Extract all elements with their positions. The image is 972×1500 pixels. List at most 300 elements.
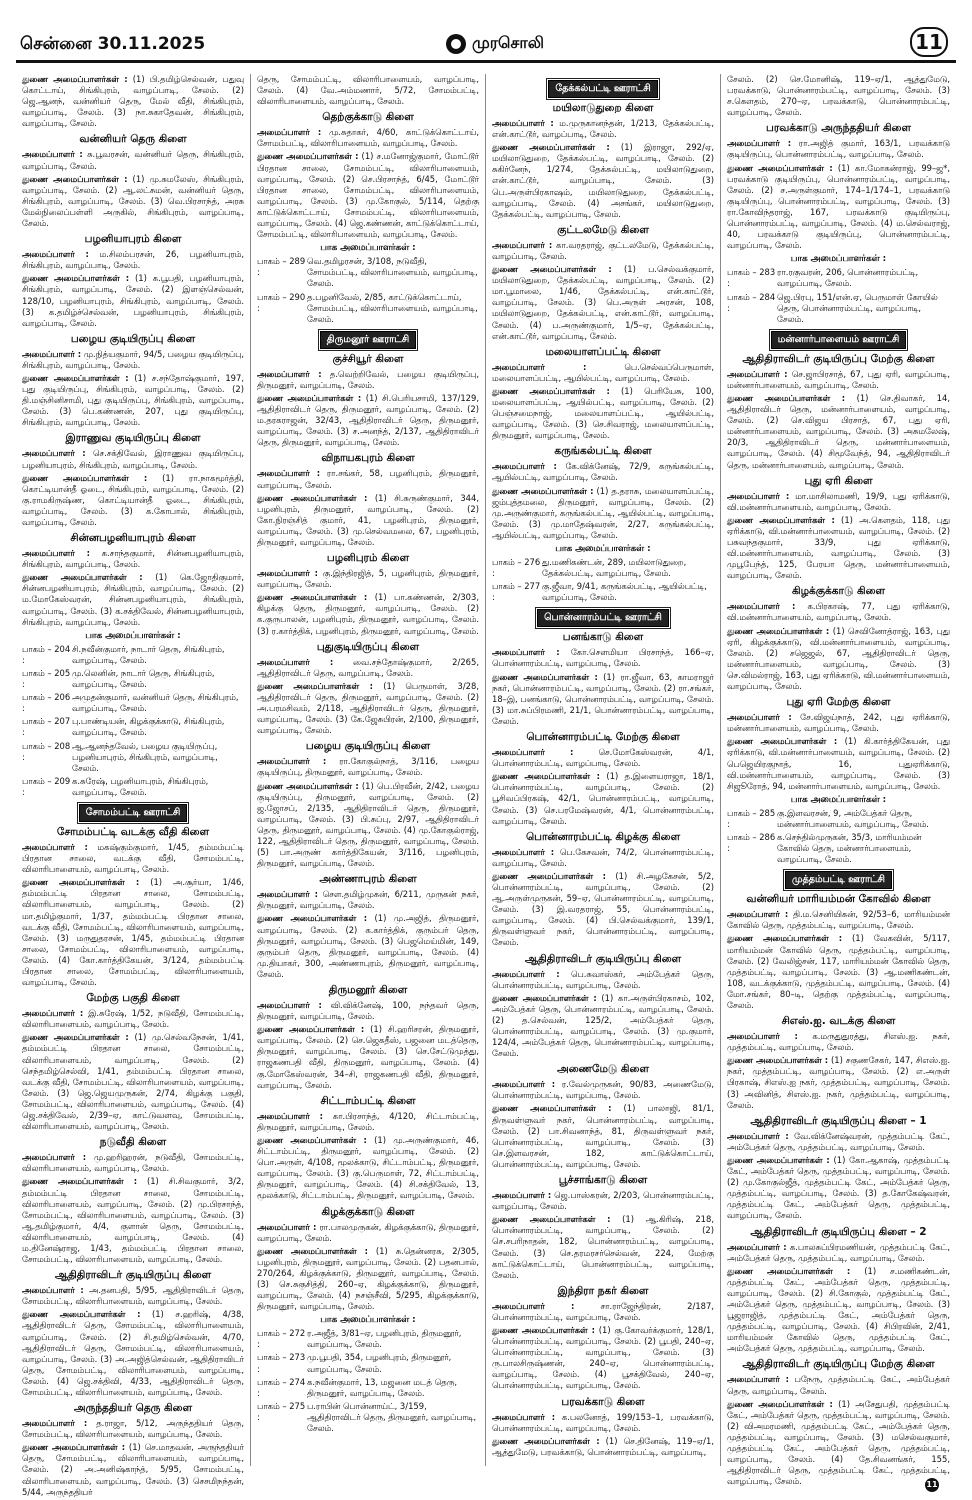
branch-heading: தெற்குக்காடு கிளை [322,111,414,124]
entry-text: இ.சுரேஷ், 1/52, நடுவீதி, சோமம்பட்டி, விலாரிபாளையம், வாழப்பாடி, சேலம். [22,1008,244,1030]
member-entry [22,877,244,988]
role-label: துணை அமைப்பாளர்கள் : [22,1032,129,1043]
member-entry [22,1008,244,1030]
branch-heading: சிட்டாம்பட்டி கிளை [320,1094,416,1107]
member-entry [727,1031,950,1053]
branch-heading: பூச்சாங்காடு கிளை [558,1174,648,1187]
panchayat-heading: சோமம்பட்டி ஊராட்சி [79,804,188,822]
entry-text: (1) இராஜா, 292/ஏ, மயிலாடுதுறை, தேக்கல்பட்டி, வாழப்பாடி, சேலம். (2) சுகிர்னேந், 1/274, தேக்கல்பட்டி, மயிலாடுதுறை, என்.காட்டூர், வாழப்பாடி, சேலம். (3) பெ.அருள்பிரகாஷம், மயிலாடுதுறை, தேக்கல்பட்டி, வாழப்பாடி, சேலம். (4) அசங்கர், மயிலாடுதுறை, தேக்கல்பட்டி, வாழப்பாடி, சேலம். [492,142,715,219]
branch-heading: கருங்கல்பட்டி கிளை [554,445,652,458]
part-label: பாகம் – 206 : [22,692,71,714]
entry-text: ரா.சங்கர், 58, பழனிபுரம், திருமனூர், வாழப்பாடி, சேலம். [257,468,479,490]
member-entry [727,1242,950,1264]
branch-heading: இந்திரா நகர் கிளை [557,1284,649,1297]
role-label: அமைப்பாளர் : [492,647,560,658]
role-label: துணை அமைப்பாளர்கள் : [22,572,143,583]
role-label: அமைப்பாளர் : [727,138,792,149]
branch-heading: பரவக்காடு அருந்ததியர் கிளை [766,122,911,135]
role-label: அமைப்பாளர் : [492,118,554,128]
branch-heading: குட்டலமேடு கிளை [557,223,649,236]
entry-text: மகஷ்கும்குமார், 1/45, தம்மம்பட்டி பிரதான சாலை, வடக்கு வீதி, சோமம்பட்டி, விலாரிபாளையம், வாழப்பாடி, சேலம். [22,841,244,875]
member-entry [257,468,479,490]
section-subheading: பாக அமைப்பாளர்கள் : [320,1315,416,1326]
member-entry [727,163,950,252]
member-entry [22,1032,244,1132]
page-number-badge: 11 [910,27,948,57]
member-entry [257,913,479,980]
member-entry [492,362,714,384]
member-entry [492,386,714,441]
section-subheading: பாக அமைப்பாளர்கள் : [320,243,416,254]
panchayat-heading: முத்தம்பட்டி ஊராட்சி [785,871,892,889]
member-entry [727,1266,950,1355]
member-entry [727,1155,950,1222]
entry-text: (1) க.பூபதி, பழனியாபுரம், சிங்கிபுரம், வாழப்பாடி, சேலம். (2) இளஞ்செல்வன், 128/10, பழனியாபுரம், சிங்கிபுரம், வாழப்பாடி, சேலம். (3) க.தமிழ்ச்செல்வன், பழனியாபுரம், சிங்கிபுரம், வாழப்பாடி, சேலம். [22,273,244,328]
part-text: க.செந்தில்முருகன், 35/3, மாரியம்மன் கோவில் தெரு, மன்னார்பாளையம், வாழப்பாடி, சேலம். [777,831,922,865]
member-entry [22,1176,244,1265]
entry-text: க.பலனோத், 199/153–1, பரவக்காடு, பொன்னாரம்பட்டி, வாழப்பாடி, சேலம். [492,1411,714,1433]
member-entry [492,647,714,669]
member-entry [492,461,714,483]
branch-heading: பொன்னாரம்பட்டி மேற்கு கிளை [526,731,680,744]
part-text: மு.பூபதி, 354, பழனிபுரம், திருமனூர், வாழப்பாடி, சேலம். [307,1352,452,1374]
entry-text: அ.தனபதி, 5/95, ஆதிதிராவிடர் தெரு, சோமம்பட்டி, விலாரிபாளையம், வாழப்பாடி, சேலம். [22,1285,244,1307]
part-entry [22,644,244,666]
panchayat-heading: தேக்கல்பட்டி ஊராட்சி [548,80,657,98]
entry-text: தெரு, சோமம்பட்டி, விலாரிபாளையம், வாழப்பாடி, சேலம். (4) வே.அம்மணார், 5/72, சோமம்பட்டி, விலாரிபாளையம், வாழப்பாடி, சேலம். [257,74,479,107]
member-entry [492,240,714,262]
member-entry [492,1301,714,1323]
branch-heading: அண்ணாபுரம் கிளை [319,873,417,886]
entry-text: (1) சி.அழகேசன், 5/2, பொன்னாரம்பட்டி, வாழப்பாடி, சேலம். (2) ஆ.அருள்முருகன், 59–ஏ, பொன்னாரம்பட்டி, வாழப்பாடி, சேலம். (3) இ.வரதராஜ், 55, பொன்னாரம்பட்டி, வாழப்பாடி, சேலம். (4) பி.செல்வக்குமார், 139/1, திருவள்ளுவர் நகர், பொன்னாரம்பட்டி, வாழப்பாடி, சேலம். [492,870,714,948]
column-4 [721,74,956,1487]
role-label: அமைப்பாளர் : [22,149,83,160]
role-label: துணை அமைப்பாளர்கள் : [727,1055,829,1066]
role-label: துணை அமைப்பாளர்கள் : [727,162,833,173]
entry-text: (1) பெருமாள், 3/28, ஆதிதிராவிடர் தெரு, திருமனூர், வாழப்பாடி, சேலம். (2) அ.பரமசிவம், 2/118, ஆதிதிராவிடர் தெரு, திருமனூர், வாழப்பாடி, சேலம். (3) கே.ஜேசுபிரன், 2/100, திருமனூர், வாழப்பாடி, சேலம். [257,680,479,736]
entry-text: (1) சி.சுருண்குமார், 344, பழனிபுரம், திருமனூர், வாழப்பாடி, சேலம். (2) கோ.நிரஞ்சித் குமார், 41, பழனிபுரம், திருமனூர், வாழப்பாடி, சேலம். (3) மு.செல்வமலை, 67, பழனிபுரம், திருமனூர், வாழப்பாடி, சேலம். [257,492,479,547]
member-entry [22,149,244,171]
entry-text: கோ.செளமியா பிரசாந்த், 166–ஏ, பொன்னாரம்பட்டி, வாழப்பாடி, சேலம். [492,647,714,669]
entry-text: ம.முருகானந்தன், 1/213, தேக்கல்பட்டி, என்.காட்டூர், வாழப்பாடி, சேலம். [492,118,714,140]
part-label: பாகம் – 283 : [727,267,776,289]
part-label: பாகம் – 274 : [257,1376,306,1398]
part-label: பாகம் – 276 : [492,557,541,579]
role-label: துணை அமைப்பாளர்கள் : [727,392,846,403]
entry-text: கே.விக்னேஷ், 72/9, கருங்கல்பட்டி, ஆயில்பட்டி, வாழப்பாடி, சேலம். [492,461,714,483]
role-label: அமைப்பாளர் : [22,348,82,359]
role-label: துணை அமைப்பாளர்கள் : [492,671,598,682]
member-entry [257,127,479,149]
entry-text: த.வெற்றிவேல், பழைய குடியிருப்பு, திருமனூர், வாழப்பாடி, சேலம். [257,368,480,390]
role-label: துணை அமைப்பாளர்கள் : [727,736,838,747]
part-entry [257,1352,479,1374]
part-label: பாகம் – 208 : [22,740,71,762]
part-entry [727,808,950,830]
member-entry [257,1135,479,1202]
member-entry [727,1399,950,1488]
entry-text: வே.விக்னேஷ்வரன், முத்தம்பட்டி கேட், அம்பேத்கர் தெரு, முத்தம்பட்டி, வாழப்பாடி, சேலம். [727,1130,950,1152]
role-label: அமைப்பாளர் : [492,1190,552,1201]
part-entry [22,692,244,714]
entry-text: வை.சந்தோஷ்குமார், 2/265, ஆதிதிராவிடர் தெரு, வாழப்பாடி, சேலம். [257,656,479,678]
role-label: அமைப்பாளர் : [727,1031,798,1042]
member-entry [492,118,714,140]
entry-text: பெ.கேசவன், 74/2, பொன்னாரம்பட்டி, வாழப்பாடி, சேலம். [492,846,714,868]
member-entry [492,969,714,991]
role-label: அமைப்பாளர் : [727,368,788,379]
role-label: துணை அமைப்பாளர்கள் : [492,485,594,496]
role-label: துணை அமைப்பாளர்கள் : [257,492,368,503]
entry-text: (1) சகுணசேகர், 147, சிஎஸ்.ஐ. நகர், முத்தம்பட்டி, வாழப்பாடி, சேலம். (2) எ.அருள் பிரகாஷ், சிஎஸ்.ஐ நகர், முத்தம்பட்டி, வாழப்பாடி, சேலம். (3) அவினித், சிஎஸ்.ஐ. நகர், முத்தம்பட்டி, வாழப்பாடி, சேலம். [727,1055,950,1110]
member-entry [727,909,950,931]
member-entry [727,601,950,623]
branch-heading: வன்னியர் தெரு கிளை [79,133,187,146]
member-entry [492,1412,714,1434]
branch-heading: மேற்கு பகுதி கிளை [86,992,180,1005]
section-subheading: பாக அமைப்பாளர்கள் : [555,544,651,554]
role-label: அமைப்பாளர் : [22,548,90,559]
role-label: துணை அமைப்பாளர்கள் : [22,877,140,888]
role-label: துணை அமைப்பாளர்கள் : [492,385,610,396]
member-entry [257,151,479,240]
member-entry [492,142,714,220]
entry-text: (1) கு.கோவர்க்குமார், 128/1, பொன்னாரம்பட்டி, வாழப்பாடி, சேலம். (2) பூபதி, 240–ஏ, பொன்னாரம்பட்டி, வாழப்பாடி, சேலம். (3) ரு.பாலசிருஷ்ணன், 240–ஏ, பொன்னாரம்பட்டி, வாழப்பாடி, சேலம். (4) பூசக்திவேல், 240–ஏ, பொன்னாரம்பட்டி, வாழப்பாடி, சேலம். [492,1324,714,1391]
role-label: துணை அமைப்பாளர்கள் : [22,1442,126,1453]
role-label: துணை அமைப்பாளர்கள் : [492,771,601,782]
member-entry [727,491,950,513]
entry-text: (1) மு.அருண்குமார், 46, சிட்டாம்பட்டி, திருமனூர், வாழப்பாடி, சேலம். (2) பொ.அருள், 4/108, மூலக்காடு, சிட்டாம்பட்டி, திருமனூர், வாழப்பாடி, சேலம். (3) கு.பெருமாள், 72, சிட்டாம்பட்டி, திருமனூர், வாழப்பாடி, சேலம். (4) சி.சக்திவேல், 13, மூலக்காடு, சிட்டாம்பட்டி, திருமனூர், வாழப்பாடி, சேலம். [257,1134,479,1201]
branch-heading: பழனியாபுரம் கிளை [84,233,182,246]
section-subheading: பாக அமைப்பாளர்கள் : [85,630,181,641]
member-entry [22,273,244,328]
part-text: ப.ராபின் பொன்னாய்ட், 3/159, ஆதிதிராவிடர் தெரு, திருமனூர், வாழப்பாடி, சேலம். [307,1400,477,1433]
member-entry [727,712,950,734]
role-label: அமைப்பாளர் : [727,1374,789,1385]
entry-text: (1) ச.மனோஜ்குமார், மோட்டூர் பிரதான சாலை, சோமம்பட்டி, விலாரிபாளையம், வாழப்பாடி, சேலம். (2) செ.பிரசாந்த், 6/45, மோட்டூர் பிரதான சாலை, சோமம்பட்டி, விலாரிபாளையம், வாழப்பாடி, சேலம். (3) மு.கோகுல், 5/114, தெற்கு காட்டுக்கொட்டாய், சோமம்பட்டி, விலாரிபாளையம், வாழப்பாடி, சேலம். (4) ஜெ.கண்ணன், காட்டுக்கொட்டாய், சோமம்பட்டி, விலாரிபாளையம், வாழப்பாடி, சேலம். [257,151,479,240]
role-label: அமைப்பாளர் : [257,1110,324,1121]
entry-text: கா.பிரசாந்த், 4/120, சிட்டாம்பட்டி, திருமனூர், வாழப்பாடி, சேலம். [257,1110,479,1132]
member-entry [727,1131,950,1153]
branch-heading: பழனிபுரம் கிளை [326,552,410,565]
member-entry [492,871,714,949]
part-text: த.பழனிவேல், 2/85, காட்டுக்கொட்டாய், சோமம்பட்டி, விலாரிபாளையம், வாழப்பாடி, சேலம். [307,291,478,324]
column-2 [251,74,486,1466]
entry-text: மு.சுதாகர், 4/60, காட்டுக்கொட்டாய், சோமம்பட்டி, விலாரிபாளையம், வாழப்பாடி, சேலம். [257,127,479,149]
member-entry [257,1111,479,1133]
part-entry [257,1377,479,1399]
entry-text: (1) சி.சிவகுமார், 3/2, தம்மம்பட்டி பிரதான சாலை, சோமம்பட்டி, விலாரிபாளையம், வாழப்பாடி, சேலம். (2) மு.பிரசாந்த், சோமம்பட்டி, விலாரிபாளையம், வாழப்பாடி, சேலம். (3) ஆ.தமிழ்குமார், 4/4, குளான் தெரு, சோமம்பட்டி, விலாரிபாளையம், வாழப்பாடி, சேலம். (4) ம.தினேஷ்ராஜ, 1/43, தம்மம்பட்டி பிரதான சாலை, சோமம்பட்டி, விலாரிபாளையம், வாழப்பாடி, சேலம். [22,1176,244,1265]
part-label: பாகம் – 284 : [727,291,776,313]
member-entry [727,393,950,471]
member-entry [22,842,244,875]
member-entry [22,249,244,271]
member-entry [257,393,479,448]
entry-text: சா.ராஜேந்திரன், 2/187, பொன்னாரம்பட்டி, வாழப்பாடி, சேலம். [492,1300,714,1322]
part-text: து.மணிகண்டன், 289, மயிலாடுதுறை, தேக்கல்பட்டி, வாழப்பாடி, சேலம். [542,557,687,579]
member-entry [257,568,479,590]
member-entry [492,1103,714,1170]
role-label: அமைப்பாளர் : [22,448,86,459]
role-label: அமைப்பாளர் : [727,1241,787,1252]
member-entry [492,847,714,869]
article-columns [16,74,956,1497]
member-entry [22,373,244,428]
member-entry [257,781,479,870]
entry-text: (1) மு.சுமலேஸ், சிங்கிபுரம், வாழப்பாடி, சேலம். (2) ஆ.லட்சுமன், வன்னியர் தெரு, சிங்கிபுரம், வாழப்பாடி, சேலம். (3) வெ.பிரசாந்த், அரசு மேல்நிலைப்பள்ளி அருகில், சிங்கிபுரம், வாழப்பாடி, சேலம். [22,173,244,229]
branch-heading: மலையாளப்பட்டி கிளை [545,345,661,358]
part-text: ரா.ரகுவரன், 206, பொன்னாரம்பட்டி, வாழப்பாடி, சேலம். [777,267,919,289]
role-label: துணை அமைப்பாளர்கள் : [727,933,843,944]
branch-heading: சோமம்பட்டி வடக்கு வீதி கிளை [56,825,210,838]
role-label: அமைப்பாளர் : [492,968,560,979]
branch-heading: சின்னபழனியாபுரம் கிளை [70,532,196,545]
role-label: துணை அமைப்பாளர்கள் : [22,1309,141,1320]
entry-text: (1) செ.தினேஷ், 119–ஏ/1, ஆத்துமேடு, பரவக்காடு, பொன்னாரம்பட்டி, வாழப்பாடி, [492,1435,714,1457]
entry-text: த.ராஜா, 5/12, அருந்ததியர் தெரு, சோமம்பட்டி, விலாரிபாளையம், வாழப்பாடி, சேலம். [22,1418,244,1440]
member-entry [727,933,950,1011]
member-entry [22,74,244,129]
role-label: துணை அமைப்பாளர்கள் : [492,264,612,275]
entry-text: (1) செ.மாதவன், அருந்ததியர் தெரு, சோமம்பட்டி, விலாரிபாளையம், வாழப்பாடி, சேலம். (2) அ.அனிஷ்காந்த், 5/95, சோமம்பட்டி, விலாரிபாளையம், வாழப்பாடி, சேலம். (3) செசமிநந்தன், 5/44, அருந்ததியர் [22,1442,244,1497]
member-entry [727,1055,950,1110]
entry-text: பநேரு, முத்தம்பட்டி கேட், அம்பேத்கர் தெரு, வாழப்பாடி, சேலம். [727,1374,950,1396]
role-label: துணை அமைப்பாளர்கள் : [492,1324,595,1335]
part-entry [22,668,244,690]
role-label: அமைப்பாளர் : [727,1130,789,1141]
branch-heading: நடுவீதி கிளை [99,1136,167,1149]
entry-text: மு.நித்யகுமார், 94/5, பழைய குடியிருப்பு, சிங்கிபுரம், வாழப்பாடி, சேலம். [22,348,244,370]
role-label: துணை அமைப்பாளர்கள் : [727,1398,833,1409]
member-entry [257,592,479,636]
branch-heading: ஆதிதிராவிடர் குடியிருப்பு மேற்கு கிளை [742,352,935,365]
branch-heading: இராணுவ குடியிருப்பு கிளை [65,432,201,445]
entry-text: ர.வேல்முருகன், 90/83, அணைமேடு, பொன்னாரம்பட்டி, வாழப்பாடி, சேலம். [492,1079,714,1101]
entry-text: (1) சி.ஹரிசரன், திருமனூர், வாழப்பாடி, சேலம். (2) செ.ஜெகதீஸ், பஜனை மடத்தெரு, திருமனூர், வாழப்பாடி, சேலம். (3) செ.சேட்டுமுத்து, ராஜகணபதி வீதி, திருமனூர், வாழப்பாடி, சேலம். (4) கு.மோகேஸ்வரன், 34–சி, ராஜகணபதி வீதி, திருமனூர், வாழப்பாடி, சேலம். [257,1024,479,1090]
entry-text: ரா.அஜித் குமார், 163/1, பரவக்காடு குடியிருப்பு, பொன்னாரம்பட்டி, வாழப்பாடி, சேலம். [727,138,950,160]
role-label: துணை அமைப்பாளர்கள் : [22,372,129,383]
role-label: துணை அமைப்பாளர்கள் : [257,1245,369,1256]
role-label: அமைப்பாளர் : [22,1008,84,1019]
part-text: க.சுரேஷ், பழனியாபுரம், சிங்கிபுரம், வாழப்பாடி, சேலம். [72,775,209,797]
entry-text: சேலம். (2) செ.மோனிஷ், 119–ஏ/1, ஆத்துமேடு, பரவக்காடு, பொன்னாரம்பட்டி, வாழப்பாடி, சேலம். (3) ச.கௌதம், 270–ஏ, பரவக்காடு, பொன்னாரம்பட்டி, வாழப்பாடி, சேலம். [727,74,950,118]
role-label: துணை அமைப்பாளர்கள் : [492,1435,600,1446]
part-entry [727,292,950,325]
member-entry [492,672,714,727]
part-label: பாகம் – 289 : [257,256,306,278]
member-entry [492,264,714,342]
branch-heading: கிழக்குக்காடு கிளை [792,585,885,598]
part-label: பாகம் – 207 : [22,716,71,738]
entry-text: செள.தமிழ்முகன், 6/211, முருகன் நகர், திருமனூர், வாழப்பாடி, சேலம். [257,889,479,911]
member-entry [727,74,950,118]
branch-heading: வன்னியர் மாரியம்மன் கோவில் கிளை [746,893,931,906]
role-label: துணை அமைப்பாளர்கள் : [22,74,128,84]
part-text: மு.லெனின், நாடார் தெரு, சிங்கிபுரம், வாழப்பாடி, சேலம். [72,667,215,690]
member-entry [492,1214,714,1281]
role-label: அமைப்பாளர் : [492,747,574,758]
member-entry [257,681,479,736]
part-entry [492,581,714,603]
member-entry [727,626,950,693]
part-entry [257,1328,479,1350]
member-entry [257,1246,479,1313]
entry-text: க.மருதுதுரத்து, சிஎஸ்.ஐ. நகர், முத்தம்பட்டி, வாழப்பாடி, சேலம். [727,1031,950,1053]
member-entry [492,993,714,1060]
part-entry [727,267,950,289]
branch-heading: ஆதிதிராவிடர் குடியிருப்பு கிளை – 1 [750,1114,927,1127]
member-entry [257,74,479,107]
branch-heading: மயிலாடுதுறை கிளை [552,102,654,114]
part-entry [727,832,950,865]
role-label: அமைப்பாளர் : [727,601,796,612]
panchayat-heading: திருமனூர் ஊராட்சி [320,331,416,349]
member-entry [22,174,244,229]
role-label: அமைப்பாளர் : [492,239,553,250]
role-label: அமைப்பாளர் : [257,756,327,767]
role-label: அமைப்பாளர் : [257,468,321,479]
role-label: அமைப்பாளர் : [257,889,319,900]
entry-text: (1) ச.ஹரிஷ், 4/38, ஆதிதிராவிடர் தெரு, சோமம்பட்டி, விலாரிபாளையம், வாழப்பாடி, சேலம். (2) சி.தமிழ்செல்வன், 4/70, ஆதிதிராவிடர் தெரு, சோமம்பட்டி, விலாரிபாளையம், வாழப்பாடி, சேலம். (3) அ.அஜித்செல்வன், ஆதிதிராவிடர் தெரு, சோமம்பட்டி, விலாரிபாளையம், வாழப்பாடி, சேலம். (4) ஜெ.சக்திவி, 4/33, ஆதிதிராவிடர் தெரு, சோமம்பட்டி, விலாரிபாளையம், வாழப்பாடி, சேலம். [22,1309,244,1397]
part-text: கு.இளவரசன், 9, அம்பேத்கர் தெரு, மன்னார்பாளையம், வாழப்பாடி, சேலம். [777,807,929,829]
member-entry [257,369,479,391]
part-label: பாகம் – 285 : [727,807,776,829]
member-entry [257,1000,479,1022]
branch-heading: புது ஏரி கிளை [804,474,873,487]
entry-text: தி.ம.செனியிகன், 92/53–6, மாரியம்மன் கோவில் தெரு, முத்தம்பட்டி, வாழப்பாடி, சேலம். [727,909,950,931]
part-entry [22,716,244,738]
part-text: ர.அஜீத், 3/81–ஏ, பழனிபுரம், திருமனூர், வாழப்பாடி, சேலம். [307,1328,462,1350]
entry-text: க.பாலசுப்பிரமணியன், முத்தம்பட்டி கேட், அம்பேத்கர் தெரு, முத்தம்பட்டி, வாழப்பாடி, சேலம். [727,1241,950,1263]
part-label: பாகம் – 205 : [22,667,71,690]
member-entry [22,349,244,371]
branch-heading: சிஎஸ்.ஐ. வடக்கு கிளை [781,1015,896,1028]
entry-text: (1) மு.அஜித், திருமனூர், வாழப்பாடி, சேலம். (2) க.கார்த்திக், குரும்பர் தெரு, திருமனூர், வாழப்பாடி, சேலம். (3) பெஜமெய்மின், 149, குரும்பர் தெரு, திருமனூர், வாழப்பாடி, சேலம். (4) மு.தியாகர், 300, அண்ணாபுரம், திருமனூர், வாழப்பாடி, சேலம். [257,913,480,979]
entry-text: (1) கி.கார்த்திகேயன், புது ஏரிக்காடு, வி.மன்னார்பாளையம், வாழப்பாடி, சேலம். (2) பெஜெயிரகுநாத், 16, புதுஏரிக்காடு, வி.மன்னார்பாளையம், வாழப்பாடி, சேலம். (3) சிஜூரோத், 94, மன்னார்பாளையம், வாழப்பாடி, சேலம். [727,736,951,791]
entry-text: மு.ஹரிஹரன், நடுவீதி, சோமம்பட்டி, விலாரிபாளையம், வாழப்பாடி, சேலம். [22,1152,244,1174]
member-entry [22,1309,244,1398]
role-label: அமைப்பாளர் : [22,1418,88,1429]
page-header [0,0,972,64]
role-label: துணை அமைப்பாளர்கள் : [22,472,148,483]
branch-heading: பரவக்காடு கிளை [561,1395,645,1408]
role-label: அமைப்பாளர் : [492,461,557,472]
entry-text: செ.மோகேஸ்வரன், 4/1, பொன்னாரம்பட்டி, வாழப்பாடி, சேலம். [492,747,715,769]
branch-heading: பழைய குடியிருப்பு கிளை [70,332,196,345]
entry-text: வி.விக்னேஷ், 100, நந்தவர் தெரு, திருமனூர், வாழப்பாடி, சேலம். [257,1000,479,1022]
entry-text: (1) ரா.ஜீவா, 63, காமராஜர் நகர், பொன்னாரம்பட்டி, வாழப்பாடி, சேலம். (2) ரா.சங்கர், 18–இ, பனங்காடு, பொன்னாரம்பட்டி, வாழப்பாடி, சேலம். (3) மா.சுப்பிரமணி, 21/1, பொன்னாரம்பட்டி, வாழப்பாடி, சேலம். [492,671,714,726]
role-label: அமைப்பாளர் : [492,1411,556,1422]
role-label: அமைப்பாளர் : [22,1152,87,1163]
part-entry [22,741,244,774]
entry-text: செ.சக்திவேல், இராணுவ குடியிருப்பு, பழனியாபுரம், சிங்கிபுரம், வாழப்பாடி, சேலம். [22,448,244,470]
edition-date: சென்னை 30.11.2025 [20,34,206,54]
role-label: அமைப்பாளர் : [257,127,322,138]
entry-text: செ.ஜாபிரசாத், 67, புது ஏரி, வாழப்பாடி, மன்னார்பாளையம், வாழப்பாடி, சேலம். [727,368,951,390]
member-entry [257,756,479,778]
entry-text: (1) சி.பெரியசாமி, 137/129, ஆதிதிராவிடர் தெரு, திருமனூர், வாழப்பாடி, சேலம். (2) ம.தரகராஜன், 32/43, ஆதிதிராவிடர் தெரு, திருமனூர், வாழப்பாடி, சேலம். (3) ச.அனந்த், 2/137, ஆதிதிராவிடர் தெரு, திருமனூர், வாழப்பாடி, சேலம். [257,392,480,448]
branch-heading: அணைமேடு கிளை [557,1063,649,1076]
entry-text: ரா.பாலமுருகன், கிழக்குக்காடு, திருமனூர், வாழப்பாடி, சேலம். [257,1221,479,1243]
header-divider [16,60,956,63]
panchayat-heading: பொன்னாரம்பட்டி ஊராட்சி [537,609,669,627]
member-entry [492,486,714,541]
entry-text: (1) செவினோத்ராஜ், 163, புது ஏரி, கிழக்குக்காடு, வி.மன்னார்பாளையம், வாழப்பாடி, சேலம். (2) சஜெஜல், 67, ஆதிதிராவிடர் தெரு, மன்னார்பாளையம், வாழப்பாடி, சேலம். (3) செ.விமல்ராஜ், 163, புது ஏரிக்காடு, வி.மன்னார்பாளையம், வாழப்பாடி, சேலம். [727,625,950,692]
role-label: அமைப்பாளர் : [492,1079,556,1090]
entry-text: ம.சிலம்பரசன், 26, பழனியாபுரம், சிங்கிபுரம், வாழப்பாடி, சேலம். [22,249,244,271]
role-label: அமைப்பாளர் : [257,1000,322,1010]
member-entry [257,1024,479,1091]
branch-heading: பனங்காடு கிளை [562,631,644,644]
entry-text: (1) பாலாஜி, 81/1, திருவள்ளுவர் நகர், பொன்னாரம்பட்டி, வாழப்பாடி, சேலம். (2) பா.சிவனாந்த், 81, திருவள்ளுவர் நகர், பொன்னாரம்பட்டி, வாழப்பாடி, சேலம். (3) செ.இளவரசன், 182, காட்டுக்கொட்டாய், பொன்னாரம்பட்டி, வாழப்பாடி, சேலம். [492,1103,714,1169]
masthead [446,33,544,54]
part-text: ஆ.ஆனந்தவேல், பழைய குடியிருப்பு, பழனியாபுரம், சிங்கிபுரம், வாழப்பாடி, சேலம். [72,740,218,773]
member-entry [727,369,950,391]
entry-text: சே.விஜய்நாத், 242, புது ஏரிக்காடு, மன்னார்பாளையம், வாழப்பாடி, சேலம். [727,712,950,734]
role-label: அமைப்பாளர் : [492,1300,575,1311]
branch-heading: அருந்ததியர் தெரு கிளை [73,1402,193,1415]
role-label: அமைப்பாளர் : [257,368,322,379]
part-label: பாகம் – 275 : [257,1400,306,1422]
member-entry [22,548,244,570]
role-label: அமைப்பாளர் : [22,1285,84,1296]
branch-heading: குச்சியூர் கிளை [332,352,404,365]
part-label: பாகம் – 204 : [22,643,71,665]
part-text: அமுதன்குமார், வன்னியர் தெரு, சிங்கிபுரம், வாழப்பாடி, சேலம். [72,692,239,714]
entry-text: (1) செ.திவாகர், 14, ஆதிதிராவிடர் தெரு, மன்னார்பாளையம், வாழப்பாடி, சேலம். (2) செ.விஜய பிரசாத், 67, புது ஏரி, மன்னார்பாளையம், வாழப்பாடி, சேலம். (3) அசுமலேஷ், 20/3, ஆதிதிராவிடர் தெரு, மன்னார்பாளையம், வாழப்பாடி, சேலம். (4) சிமூவேந்த், 94, ஆதிதிராவிடர் தெரு, மன்னார்பாளையம், வாழப்பாடி, சேலம். [727,392,950,470]
entry-text: (1) ச.மணிகண்டன், முத்தம்பட்டி கேட், அம்பேத்கர் தெரு, முத்தம்பட்டி, வாழப்பாடி, சேலம். (2) சி.கோகுல், முத்தம்பட்டி கேட், அம்பேத்கர் தெரு, முத்தம்பட்டி, வாழப்பாடி, சேலம். (3) பூஜராஜித், முத்தம்பட்டி கேட், அம்பேத்கர் தெரு, முத்தம்பட்டி, வாழப்பாடி, சேலம். (4) சிபிரவின், 2/41, மாரியம்மன் கோவில் தெரு, முத்தம்பட்டி கேட், அம்பேத்கர் தெரு, முத்தம்பட்டி, வாழப்பாடி, சேலம். [727,1265,950,1354]
role-label: அமைப்பாளர் : [492,846,555,857]
part-text: கு.ஜீவா, 9/41, கருங்கல்பட்டி, ஆயில்பட்டி, வாழப்பாடி, சேலம். [542,581,707,603]
member-entry [257,1222,479,1244]
entry-text: க.பிரகாஷ், 77, புது ஏரிக்காடு, வி.மன்னார்பாளையம், வாழப்பாடி, சேலம். [727,601,951,623]
role-label: துணை அமைப்பாளர்கள் : [492,1103,612,1114]
entry-text: (1) அ.சூர்யா, 1/46, தம்மம்பட்டி பிரதான சாலை, சோமம்பட்டி, விலாரிபாளையம், வாழப்பாடி, சேலம். (2) மா.தமிழ்குமார், 1/37, தம்மம்பட்டி பிரதான சாலை, வடக்கு வீதி, சோமம்பட்டி, விலாரிபாளையம், வாழப்பாடி, சேலம். (3) மருதுதரசன், 1/45, தம்மம்பட்டி பிரதான சாலை, சோமம்பட்டி, விலாரிபாளையம், வாழப்பாடி, சேலம். (4) கோ.கார்த்திகேயன், 3/124, தம்மம்பட்டி பிரதான சாலை, சோமம்பட்டி, விலாரிபாளையம், வாழப்பாடி, சேலம். [22,877,244,988]
entry-text: (1) மு.செல்வநேசன், 1/41, தம்மம்பட்டி பிரதான சாலை, சோமம்பட்டி, விலாரிபாளையம், வாழப்பாடி, சேலம். (2) செந்தமிழ்செல்வி, 1/41, தம்மம்பட்டி பிரதான சாலை, வடக்கு வீதி, சோமம்பட்டி, விலாரிபாளையம், வாழப்பாடி, சேலம். (3) ஜெ.ஜெயமுருகன், 2/74, கிழக்கு பகுதி, சோமம்பட்டி, விலாரிபாளையம், வாழப்பாடி, சேலம். (4) ஜெ.சக்திவேல், 2/39–ஏ, காட்டுவளவு, சோமம்பட்டி, விலாரிபாளையம், வாழப்பாடி, சேலம். [22,1032,244,1132]
part-text: க.நவீன்குமார், 13, மஜனை மடத் தெரு, திருமனூர், வாழப்பாடி, சேலம். [307,1376,458,1398]
entry-text: பெ.செல்வப்பெருமாள், மலையாளப்பட்டி, ஆயில்பட்டி, வாழப்பாடி, சேலம். [492,361,714,383]
role-label: துணை அமைப்பாளர்கள் : [257,1134,367,1145]
role-label: துணை அமைப்பாளர்கள் : [727,514,835,525]
entry-text: (1) பி.தமிழ்செல்வன், பதுவு கொட்டாய், சிங்கிபுரம், வாழப்பாடி, சேலம். (2) ஜெ.ஆனந், வன்னியர் தெரு, மேல் வீதி, சிங்கிபுரம், வாழப்பாடி, சேலம். (3) நா.சுகாதேவன், சிங்கிபுரம், வாழப்பாடி, சேலம். [22,74,244,129]
role-label: துணை அமைப்பாளர்கள் : [492,870,607,881]
part-label: பாகம் – 273 : [257,1352,306,1374]
role-label: துணை அமைப்பாளர்கள் : [492,1214,611,1225]
entry-text: (1) ச.சந்தோஷ்குமார், 197, புது குடியிருப்பு, சிங்கிபுரம், வாழப்பாடி, சேலம். (2) தி.மஞ்சினிசாமி, புது குடியிருப்பு, சிங்கிபுரம், வாழப்பாடி, சேலம். (3) பெ.கண்ணன், 207, புது குடியிருப்பு, சிங்கிபுரம், வாழப்பாடி, சேலம். [22,372,244,428]
member-entry [257,493,479,548]
entry-text: ஜெ.பாஸ்கரன், 2/203, பொன்னாரம்பட்டி, வாழப்பாடி, சேலம். [492,1190,714,1212]
member-entry [727,138,950,160]
part-label: பாகம் – 277 : [492,581,541,603]
branch-heading: ஆதிதிராவிடர் குடியிருப்பு கிளை – 2 [750,1225,927,1238]
member-entry [727,1374,950,1396]
branch-heading: பழைய குடியிருப்பு கிளை [305,740,431,753]
entry-text: (1) அசேதுபதி, முத்தம்பட்டி கேட், அம்பேத்கர் தெரு, முத்தம்பட்டி, வாழப்பாடி, சேலம். (2) விஅமரமணி, முத்தம்பட்டி கேட், அம்பேத்கர் தெரு, முத்தம்பட்டி, வாழப்பாடி, சேலம். (3) மசெல்வகுமார், முத்தம்பட்டி கேட், அம்பேத்கர் தெரு, முத்தம்பட்டி, வாழப்பாடி, சேலம். (4) தே.சிவனங்கர், 155, ஆதிதிராவிடர் தெரு, முத்தம்பட்டி கேட், முத்தம்பட்டி, வாழப்பாடி, சேலம். [727,1398,950,1487]
member-entry [492,1079,714,1101]
part-text: பு.பாண்டியன், கிழக்குக்காடு, சிங்கிபுரம், வாழப்பாடி, சேலம். [72,716,225,738]
role-label: அமைப்பாளர் : [22,841,88,852]
branch-heading: ஆதிதிராவிடர் குடியிருப்பு கிளை [524,952,682,965]
branch-heading: ஆதிதிராவிடர் குடியிருப்பு கிளை [54,1269,212,1282]
entry-text: சு.பூவரசன், வன்னியர் தெரு, சிங்கிபுரம், வாழப்பாடி, சேலம். [22,149,244,171]
part-text: ஜெ.பிரபு, 151/என்.ஏ, பெருமாள் கோயில் தெரு, பொன்னாரம்பட்டி, வாழப்பாடி, சேலம். [777,291,938,324]
role-label: துணை அமைப்பாளர்கள் : [492,142,610,153]
part-label: பாகம் – 290 : [257,291,306,313]
branch-heading: பொன்னாரம்பட்டி கிழக்கு கிளை [525,830,681,843]
entry-text: (1) கெ.ஜோதிகுமார், சின்னபழனியாபுரம், சிங்கிபுரம், வாழப்பாடி, சேலம். (2) ம.மோகேஸ்வரன், சின்னபழனியாபுரம், சிங்கிபுரம், வாழப்பாடி, சேலம். (3) க.சக்திவேல், சின்னபழனியாபுரம், சிங்கிபுரம், வாழப்பாடி, சேலம். [22,572,245,627]
member-entry [492,771,714,826]
role-label: துணை அமைப்பாளர்கள் : [257,392,362,403]
